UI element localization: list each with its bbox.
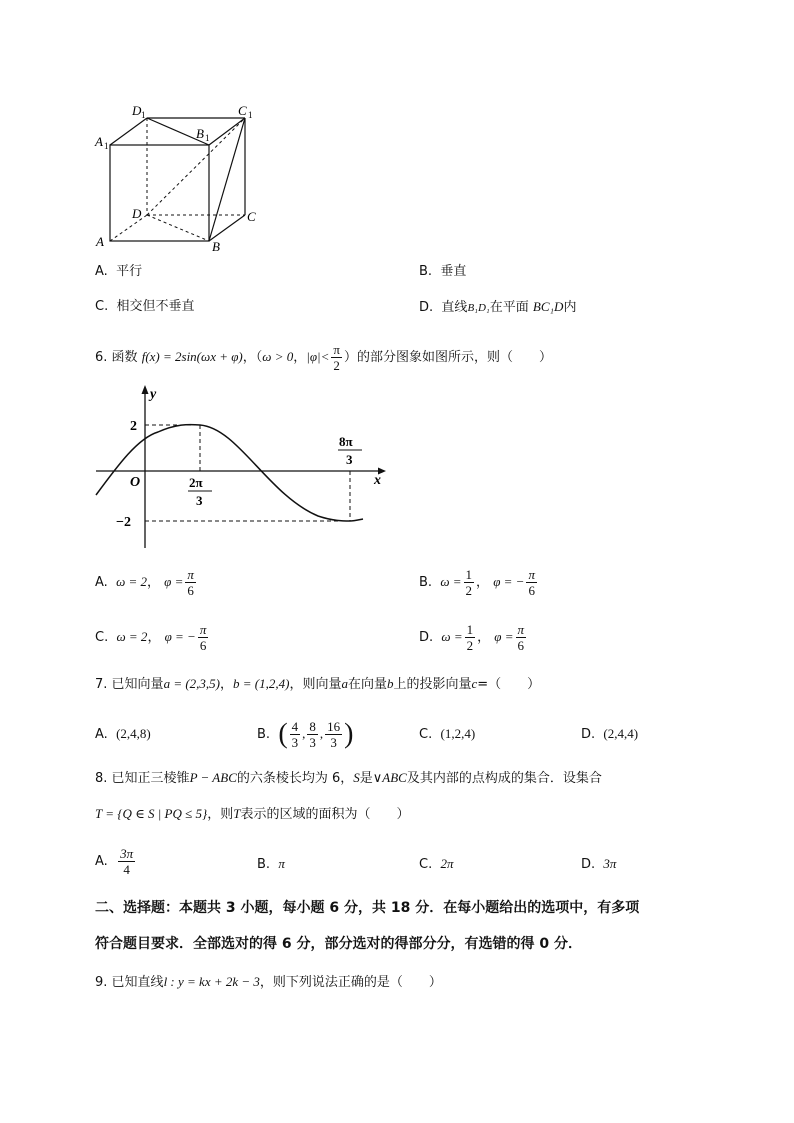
peak-x-num: 2π [189, 475, 203, 490]
label-c1-sub: 1 [248, 110, 253, 120]
label-b1-sub: 1 [205, 133, 210, 143]
label-a1-sub: 1 [104, 141, 109, 151]
label-a1: A [95, 134, 103, 149]
peak-x-den: 3 [196, 493, 203, 508]
q7-option-d[interactable]: D. (2,4,4) [581, 726, 639, 742]
y-max-label: 2 [130, 419, 137, 434]
q8-option-d[interactable]: D. 3π [581, 856, 617, 872]
q6-option-c[interactable]: C. ω = 2， φ = − $\frac{\pi}{6}$ [95, 622, 207, 653]
q8-option-c[interactable]: C. 2π [419, 856, 454, 872]
label-a: A [96, 234, 104, 249]
trough-x-den: 3 [346, 452, 353, 467]
q7-option-a[interactable]: A. (2,4,8) [95, 726, 151, 742]
q9-stem: 9. 已知直线l : y = kx + 2k − 3，则下列说法正确的是（ ） [95, 974, 442, 990]
q7-stem: 7. 已知向量a = (2,3,5)，b = (1,2,4)，则向量a在向量b上的投影向量c=（ ） [95, 676, 541, 692]
trough-x-num: 8π [339, 434, 353, 449]
cube-figure [90, 98, 270, 258]
sine-graph [88, 380, 398, 552]
section2-heading-line2: 符合题目要求．全部选对的得 6 分，部分选对的得部分分，有选错的得 0 分． [95, 936, 582, 952]
label-d1: D [132, 103, 142, 118]
q5-option-c[interactable]: C. 相交但不垂直 [95, 299, 195, 314]
label-c1: C [238, 103, 247, 118]
origin-label: O [130, 475, 141, 490]
q8-stem-line1: 8. 已知正三棱锥P − ABC的六条棱长均为 6，S是∨ABC及其内部的点构成的集合．设集合 [95, 770, 602, 786]
q5-option-b[interactable]: B. 垂直 [419, 264, 467, 279]
q6-stem: 6. 函数 f(x) = 2sin(ωx + φ)，（ω > 0，|φ|< $\frac{\pi}{2}$ ）的部分图象如图所示，则（ ） [95, 342, 552, 373]
label-b: B [212, 239, 220, 254]
q6-option-a[interactable]: A. ω = 2， φ = $\frac{\pi}{6}$ [95, 567, 194, 598]
x-axis-label: x [374, 473, 381, 488]
q6-option-b[interactable]: B. ω = $\frac{1}{2}$ ， φ = − $\frac{\pi}{6}$ [419, 567, 535, 598]
q8-option-b[interactable]: B. π [257, 856, 285, 872]
q8-stem-line2: T = {Q ∈ S | PQ ≤ 5}，则T表示的区域的面积为（ ） [95, 806, 410, 822]
q7-option-b[interactable]: B. ( $\frac{4}{3}$ , $\frac{8}{3}$ , $\frac{16}{3}$ ) [257, 718, 354, 750]
label-d1-sub: 1 [141, 110, 146, 120]
q5-option-d[interactable]: D. 直线B₁D₁在平面 BC₁D内 [419, 299, 577, 315]
q7-option-c[interactable]: C. (1,2,4) [419, 726, 476, 742]
q5-option-a[interactable]: A. 平行 [95, 264, 143, 279]
sine-curve [96, 425, 363, 521]
label-b1: B [196, 126, 204, 141]
label-c: C [247, 209, 256, 224]
q8-option-a[interactable]: A. $\frac{3\pi}{4}$ [95, 846, 134, 877]
section2-heading-line1: 二、选择题：本题共 3 小题，每小题 6 分，共 18 分．在每小题给出的选项中，有多项 [95, 900, 640, 916]
y-axis-label: y [150, 387, 157, 402]
q6-option-d[interactable]: D. ω = $\frac{1}{2}$ ， φ = $\frac{\pi}{6}$ [419, 622, 525, 653]
label-d: D [132, 206, 142, 221]
y-min-label: −2 [116, 515, 131, 530]
